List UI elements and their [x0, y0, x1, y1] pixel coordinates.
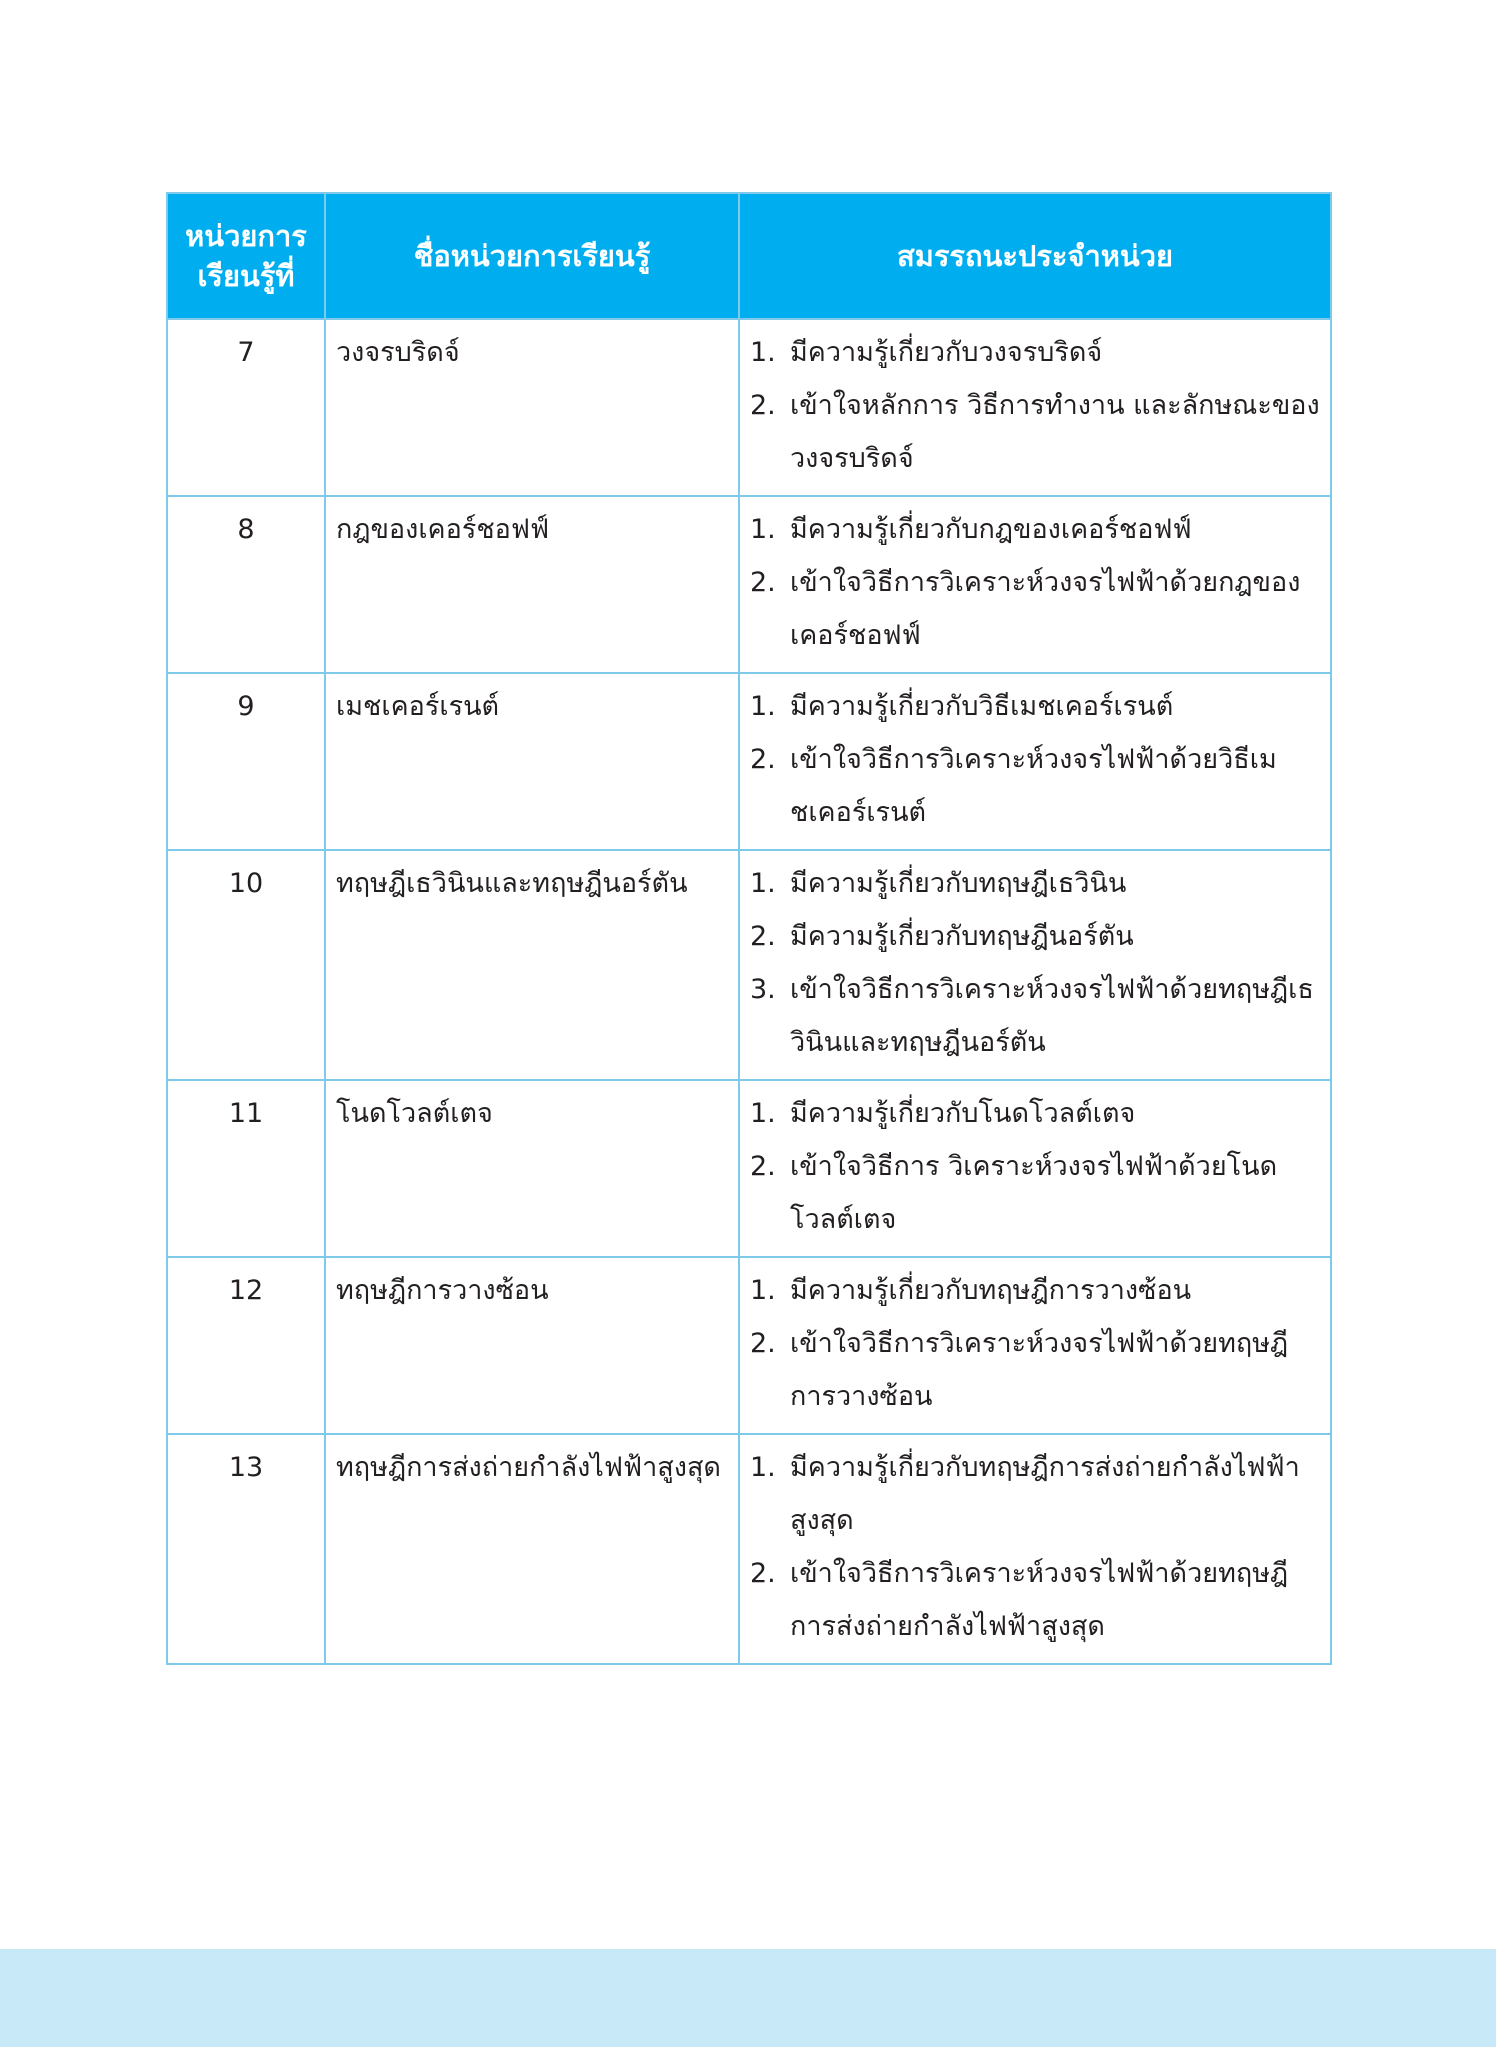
competency-text: มีความรู้เกี่ยวกับกฎของเคอร์ชอฟฟ์ [790, 514, 1192, 545]
competency-text: มีความรู้เกี่ยวกับทฤษฎีนอร์ตัน [790, 921, 1134, 952]
competency-text: เข้าใจวิธีการ วิเคราะห์วงจรไฟฟ้าด้วยโนดโวลต์เตจ [790, 1151, 1278, 1235]
competency-item [750, 1441, 1322, 1547]
competency-item [750, 680, 1322, 733]
competency-number: 2. [750, 390, 776, 421]
competency-text: มีความรู้เกี่ยวกับวิธีเมชเคอร์เรนต์ [790, 691, 1174, 722]
header-unit-number [167, 193, 325, 319]
competency-number: 1. [750, 1275, 776, 1306]
competency-text: มีความรู้เกี่ยวกับโนดโวลต์เตจ [790, 1098, 1136, 1129]
competency-item [750, 1087, 1322, 1140]
competency-number: 1. [750, 337, 776, 368]
competency-item [750, 963, 1322, 1069]
unit-number: 12 [167, 1257, 325, 1434]
table-row [167, 673, 1331, 850]
unit-competencies [739, 1257, 1331, 1434]
header-competency: สมรรถนะประจำหน่วย [739, 193, 1331, 319]
unit-name: โนดโวลต์เตจ [325, 1080, 739, 1257]
competency-number: 1. [750, 868, 776, 899]
header-unit-number-line2: เรียนรู้ที่ [197, 259, 295, 293]
table-body [167, 319, 1331, 1664]
competency-text: มีความรู้เกี่ยวกับวงจรบริดจ์ [790, 337, 1103, 368]
competency-number: 2. [750, 567, 776, 598]
unit-name: ทฤษฎีเธวินินและทฤษฎีนอร์ตัน [325, 850, 739, 1080]
competency-number: 2. [750, 921, 776, 952]
competency-item [750, 556, 1322, 662]
competency-number: 1. [750, 691, 776, 722]
competency-list [750, 1264, 1322, 1423]
competency-item [750, 1547, 1322, 1653]
unit-name: กฎของเคอร์ชอฟฟ์ [325, 496, 739, 673]
competency-item [750, 379, 1322, 485]
unit-competencies [739, 319, 1331, 496]
header-unit-number-line1: หน่วยการ [185, 219, 307, 253]
competency-item [750, 326, 1322, 379]
table-row [167, 850, 1331, 1080]
competency-number: 1. [750, 1098, 776, 1129]
competency-text: เข้าใจวิธีการวิเคราะห์วงจรไฟฟ้าด้วยกฎของเคอร์ชอฟฟ์ [790, 567, 1301, 651]
unit-competencies [739, 673, 1331, 850]
competency-text: มีความรู้เกี่ยวกับทฤษฎีเธวินิน [790, 868, 1127, 899]
table-header-row [167, 193, 1331, 319]
competency-number: 2. [750, 1558, 776, 1589]
competency-text: เข้าใจวิธีการวิเคราะห์วงจรไฟฟ้าด้วยทฤษฎีเธวินินและทฤษฎีนอร์ตัน [790, 974, 1314, 1058]
competency-list [750, 1441, 1322, 1653]
competency-item [750, 910, 1322, 963]
competency-number: 1. [750, 1452, 776, 1483]
footer-band [0, 1949, 1496, 2047]
table-row [167, 1434, 1331, 1664]
table-row [167, 1257, 1331, 1434]
competency-list [750, 680, 1322, 839]
competency-item [750, 733, 1322, 839]
unit-number: 8 [167, 496, 325, 673]
competency-list [750, 857, 1322, 1069]
competency-text: มีความรู้เกี่ยวกับทฤษฎีการวางซ้อน [790, 1275, 1192, 1306]
competency-item [750, 1140, 1322, 1246]
competency-number: 2. [750, 1328, 776, 1359]
competency-number: 3. [750, 974, 776, 1005]
unit-name: วงจรบริดจ์ [325, 319, 739, 496]
competency-number: 2. [750, 1151, 776, 1182]
table-row [167, 496, 1331, 673]
competency-list [750, 503, 1322, 662]
competency-item [750, 503, 1322, 556]
unit-number: 13 [167, 1434, 325, 1664]
competency-item [750, 1264, 1322, 1317]
table-row [167, 1080, 1331, 1257]
competency-item [750, 1317, 1322, 1423]
competency-text: เข้าใจวิธีการวิเคราะห์วงจรไฟฟ้าด้วยทฤษฎีการส่งถ่ายกำลังไฟฟ้าสูงสุด [790, 1558, 1289, 1642]
unit-number: 7 [167, 319, 325, 496]
competency-list [750, 326, 1322, 485]
competency-text: เข้าใจวิธีการวิเคราะห์วงจรไฟฟ้าด้วยวิธีเมชเคอร์เรนต์ [790, 744, 1277, 828]
unit-name: ทฤษฎีการวางซ้อน [325, 1257, 739, 1434]
competency-item [750, 857, 1322, 910]
unit-competencies [739, 1434, 1331, 1664]
unit-competencies [739, 496, 1331, 673]
table-row [167, 319, 1331, 496]
competency-list [750, 1087, 1322, 1246]
competency-text: เข้าใจวิธีการวิเคราะห์วงจรไฟฟ้าด้วยทฤษฎีการวางซ้อน [790, 1328, 1289, 1412]
unit-number: 11 [167, 1080, 325, 1257]
unit-competencies [739, 1080, 1331, 1257]
competency-text: มีความรู้เกี่ยวกับทฤษฎีการส่งถ่ายกำลังไฟฟ้าสูงสุด [790, 1452, 1300, 1536]
unit-number: 9 [167, 673, 325, 850]
competency-text: เข้าใจหลักการ วิธีการทำงาน และลักษณะของวงจรบริดจ์ [790, 390, 1320, 474]
unit-name: เมชเคอร์เรนต์ [325, 673, 739, 850]
unit-number: 10 [167, 850, 325, 1080]
competency-number: 2. [750, 744, 776, 775]
competency-number: 1. [750, 514, 776, 545]
curriculum-table [166, 192, 1332, 1665]
header-unit-name: ชื่อหน่วยการเรียนรู้ [325, 193, 739, 319]
unit-competencies [739, 850, 1331, 1080]
unit-name: ทฤษฎีการส่งถ่ายกำลังไฟฟ้าสูงสุด [325, 1434, 739, 1664]
